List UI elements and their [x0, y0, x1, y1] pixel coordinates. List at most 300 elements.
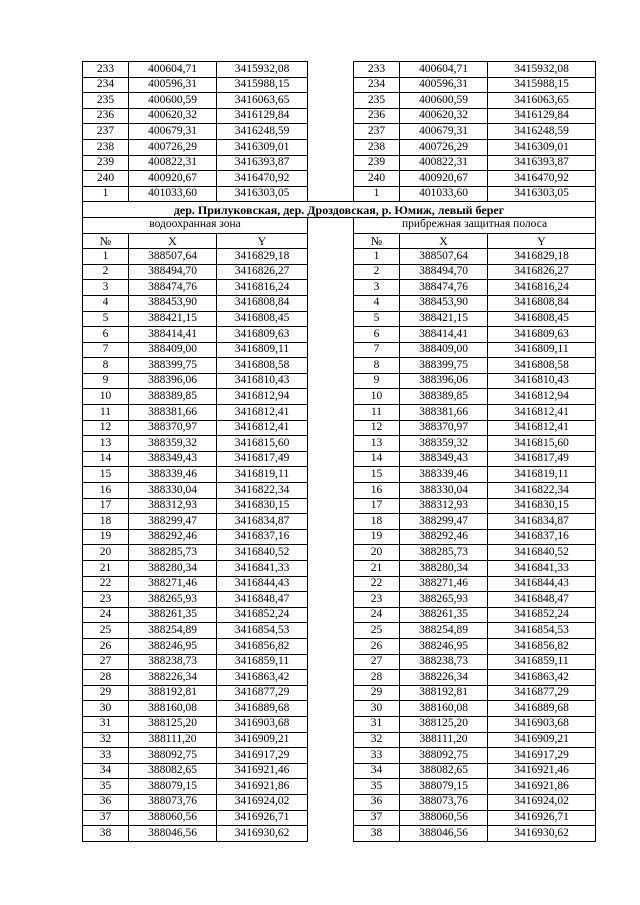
right-point-number: 17: [354, 498, 400, 514]
right-y-coordinate: 3416309,01: [488, 139, 596, 155]
gap-cell: [308, 592, 354, 608]
right-point-number: 21: [354, 561, 400, 577]
right-y-coordinate: 3416909,21: [488, 732, 596, 748]
right-x-coordinate: 388381,66: [400, 405, 488, 421]
right-x-coordinate: 388494,70: [400, 264, 488, 280]
right-y-coordinate: 3416809,11: [488, 342, 596, 358]
left-point-number: 24: [83, 607, 129, 623]
right-point-number: 26: [354, 638, 400, 654]
col-num-left: №: [83, 233, 129, 249]
table-row: [83, 139, 596, 155]
right-x-coordinate: 388474,76: [400, 280, 488, 296]
right-x-coordinate: 388238,73: [400, 654, 488, 670]
right-x-coordinate: 400596,31: [400, 77, 488, 93]
left-x-coordinate: 388060,56: [129, 810, 217, 826]
left-point-number: 240: [83, 171, 129, 187]
right-x-coordinate: 388160,08: [400, 701, 488, 717]
right-x-coordinate: 388246,95: [400, 638, 488, 654]
table-row: [83, 638, 596, 654]
right-x-coordinate: 388330,04: [400, 483, 488, 499]
right-point-number: 24: [354, 607, 400, 623]
right-point-number: 13: [354, 436, 400, 452]
left-point-number: 13: [83, 436, 129, 452]
left-point-number: 19: [83, 529, 129, 545]
left-y-coordinate: 3416063,65: [217, 93, 308, 109]
left-y-coordinate: 3416859,11: [217, 654, 308, 670]
table-row: [83, 327, 596, 343]
right-y-coordinate: 3415932,08: [488, 62, 596, 78]
zone-row: [83, 217, 596, 233]
right-point-number: 240: [354, 171, 400, 187]
left-x-coordinate: 388271,46: [129, 576, 217, 592]
left-point-number: 9: [83, 373, 129, 389]
right-y-coordinate: 3416863,42: [488, 670, 596, 686]
right-x-coordinate: 388060,56: [400, 810, 488, 826]
col-y-right: Y: [488, 233, 596, 249]
right-zone-label: прибрежная защитная полоса: [354, 217, 596, 233]
left-point-number: 234: [83, 77, 129, 93]
left-x-coordinate: 400604,71: [129, 62, 217, 78]
left-point-number: 7: [83, 342, 129, 358]
right-y-coordinate: 3416834,87: [488, 514, 596, 530]
right-y-coordinate: 3416829,18: [488, 249, 596, 265]
right-point-number: 239: [354, 155, 400, 171]
right-x-coordinate: 388299,47: [400, 514, 488, 530]
left-y-coordinate: 3415932,08: [217, 62, 308, 78]
right-point-number: 22: [354, 576, 400, 592]
left-y-coordinate: 3416815,60: [217, 436, 308, 452]
gap-cell: [308, 826, 354, 842]
right-x-coordinate: 388079,15: [400, 779, 488, 795]
right-x-coordinate: 400600,59: [400, 93, 488, 109]
right-x-coordinate: 388414,41: [400, 327, 488, 343]
gap-cell: [308, 186, 354, 202]
gap-cell: [308, 561, 354, 577]
table-row: [83, 732, 596, 748]
left-point-number: 31: [83, 716, 129, 732]
left-y-coordinate: 3416837,16: [217, 529, 308, 545]
left-x-coordinate: 388396,06: [129, 373, 217, 389]
right-y-coordinate: 3415988,15: [488, 77, 596, 93]
left-y-coordinate: 3416812,41: [217, 405, 308, 421]
right-y-coordinate: 3416817,49: [488, 451, 596, 467]
left-y-coordinate: 3416470,92: [217, 171, 308, 187]
left-x-coordinate: 388474,76: [129, 280, 217, 296]
left-y-coordinate: 3416909,21: [217, 732, 308, 748]
left-y-coordinate: 3416830,15: [217, 498, 308, 514]
gap-cell: [308, 233, 354, 249]
table-row: [83, 249, 596, 265]
gap-cell: [308, 373, 354, 389]
left-y-coordinate: 3416309,01: [217, 139, 308, 155]
left-y-coordinate: 3416810,43: [217, 373, 308, 389]
right-x-coordinate: 388261,35: [400, 607, 488, 623]
right-point-number: 1: [354, 249, 400, 265]
right-point-number: 15: [354, 467, 400, 483]
left-point-number: 22: [83, 576, 129, 592]
right-x-coordinate: 388453,90: [400, 295, 488, 311]
left-point-number: 12: [83, 420, 129, 436]
right-point-number: 30: [354, 701, 400, 717]
table-row: [83, 171, 596, 187]
left-y-coordinate: 3416808,58: [217, 358, 308, 374]
left-point-number: 238: [83, 139, 129, 155]
table-row: [83, 529, 596, 545]
left-x-coordinate: 388381,66: [129, 405, 217, 421]
right-y-coordinate: 3416812,94: [488, 389, 596, 405]
left-x-coordinate: 400600,59: [129, 93, 217, 109]
left-y-coordinate: 3416926,71: [217, 810, 308, 826]
right-point-number: 5: [354, 311, 400, 327]
left-point-number: 5: [83, 311, 129, 327]
right-point-number: 1: [354, 186, 400, 202]
right-point-number: 236: [354, 108, 400, 124]
left-x-coordinate: 388160,08: [129, 701, 217, 717]
right-y-coordinate: 3416826,27: [488, 264, 596, 280]
right-x-coordinate: 388292,46: [400, 529, 488, 545]
left-point-number: 26: [83, 638, 129, 654]
gap-cell: [308, 77, 354, 93]
table-row: [83, 77, 596, 93]
left-point-number: 33: [83, 748, 129, 764]
table-row: [83, 405, 596, 421]
left-x-coordinate: 388092,75: [129, 748, 217, 764]
right-x-coordinate: 401033,60: [400, 186, 488, 202]
table-row: [83, 124, 596, 140]
right-point-number: 7: [354, 342, 400, 358]
right-point-number: 28: [354, 670, 400, 686]
left-y-coordinate: 3415988,15: [217, 77, 308, 93]
right-point-number: 20: [354, 545, 400, 561]
table-row: [83, 186, 596, 202]
left-x-coordinate: 388409,00: [129, 342, 217, 358]
right-x-coordinate: 388349,43: [400, 451, 488, 467]
left-y-coordinate: 3416829,18: [217, 249, 308, 265]
table-row: [83, 779, 596, 795]
left-x-coordinate: 388453,90: [129, 295, 217, 311]
right-x-coordinate: 388111,20: [400, 732, 488, 748]
right-point-number: 18: [354, 514, 400, 530]
left-point-number: 15: [83, 467, 129, 483]
gap-cell: [308, 436, 354, 452]
left-x-coordinate: 388370,97: [129, 420, 217, 436]
right-x-coordinate: 388312,93: [400, 498, 488, 514]
left-y-coordinate: 3416129,84: [217, 108, 308, 124]
left-x-coordinate: 388079,15: [129, 779, 217, 795]
right-x-coordinate: 388082,65: [400, 763, 488, 779]
gap-cell: [308, 810, 354, 826]
right-x-coordinate: 400822,31: [400, 155, 488, 171]
left-x-coordinate: 388359,32: [129, 436, 217, 452]
left-y-coordinate: 3416921,86: [217, 779, 308, 795]
gap-cell: [308, 108, 354, 124]
left-x-coordinate: 388399,75: [129, 358, 217, 374]
gap-cell: [308, 670, 354, 686]
left-x-coordinate: 400679,31: [129, 124, 217, 140]
gap-cell: [308, 763, 354, 779]
left-y-coordinate: 3416921,46: [217, 763, 308, 779]
left-point-number: 233: [83, 62, 129, 78]
left-point-number: 32: [83, 732, 129, 748]
table-row: [83, 701, 596, 717]
table-row: [83, 810, 596, 826]
table-row: [83, 654, 596, 670]
left-x-coordinate: 388312,93: [129, 498, 217, 514]
table-row: [83, 420, 596, 436]
right-y-coordinate: 3416470,92: [488, 171, 596, 187]
right-point-number: 235: [354, 93, 400, 109]
left-x-coordinate: 388082,65: [129, 763, 217, 779]
gap-cell: [308, 794, 354, 810]
left-y-coordinate: 3416903,68: [217, 716, 308, 732]
left-y-coordinate: 3416917,29: [217, 748, 308, 764]
left-x-coordinate: 388414,41: [129, 327, 217, 343]
table-row: [83, 358, 596, 374]
gap-cell: [308, 779, 354, 795]
left-y-coordinate: 3416930,62: [217, 826, 308, 842]
left-y-coordinate: 3416854,53: [217, 623, 308, 639]
left-y-coordinate: 3416248,59: [217, 124, 308, 140]
right-point-number: 16: [354, 483, 400, 499]
right-x-coordinate: 388125,20: [400, 716, 488, 732]
gap-cell: [308, 607, 354, 623]
table-row: [83, 311, 596, 327]
right-x-coordinate: 388396,06: [400, 373, 488, 389]
left-x-coordinate: 388389,85: [129, 389, 217, 405]
gap-cell: [308, 467, 354, 483]
left-point-number: 10: [83, 389, 129, 405]
gap-cell: [308, 405, 354, 421]
right-point-number: 34: [354, 763, 400, 779]
col-y-left: Y: [217, 233, 308, 249]
section-header: [83, 202, 596, 249]
left-x-coordinate: 388285,73: [129, 545, 217, 561]
right-point-number: 10: [354, 389, 400, 405]
table-row: [83, 436, 596, 452]
left-y-coordinate: 3416812,41: [217, 420, 308, 436]
right-y-coordinate: 3416930,62: [488, 826, 596, 842]
right-point-number: 35: [354, 779, 400, 795]
right-point-number: 6: [354, 327, 400, 343]
right-point-number: 38: [354, 826, 400, 842]
right-y-coordinate: 3416856,82: [488, 638, 596, 654]
right-y-coordinate: 3416816,24: [488, 280, 596, 296]
left-point-number: 21: [83, 561, 129, 577]
table-row: [83, 794, 596, 810]
left-point-number: 8: [83, 358, 129, 374]
left-y-coordinate: 3416841,33: [217, 561, 308, 577]
right-y-coordinate: 3416837,16: [488, 529, 596, 545]
left-point-number: 4: [83, 295, 129, 311]
gap-cell: [308, 139, 354, 155]
gap-cell: [308, 358, 354, 374]
right-x-coordinate: 400620,32: [400, 108, 488, 124]
right-y-coordinate: 3416926,71: [488, 810, 596, 826]
right-x-coordinate: 388399,75: [400, 358, 488, 374]
right-point-number: 27: [354, 654, 400, 670]
gap-cell: [308, 732, 354, 748]
left-point-number: 35: [83, 779, 129, 795]
left-point-number: 1: [83, 186, 129, 202]
right-x-coordinate: 400726,29: [400, 139, 488, 155]
col-x-right: X: [400, 233, 488, 249]
right-y-coordinate: 3416924,02: [488, 794, 596, 810]
right-y-coordinate: 3416917,29: [488, 748, 596, 764]
table-row: [83, 280, 596, 296]
table-row: [83, 93, 596, 109]
left-x-coordinate: 388261,35: [129, 607, 217, 623]
gap-cell: [308, 93, 354, 109]
gap-cell: [308, 716, 354, 732]
left-x-coordinate: 388111,20: [129, 732, 217, 748]
right-point-number: 9: [354, 373, 400, 389]
left-x-coordinate: 388494,70: [129, 264, 217, 280]
right-x-coordinate: 388421,15: [400, 311, 488, 327]
right-point-number: 29: [354, 685, 400, 701]
left-x-coordinate: 388280,34: [129, 561, 217, 577]
left-x-coordinate: 400920,67: [129, 171, 217, 187]
left-point-number: 11: [83, 405, 129, 421]
right-x-coordinate: 400604,71: [400, 62, 488, 78]
table-row: [83, 498, 596, 514]
right-y-coordinate: 3416921,46: [488, 763, 596, 779]
left-point-number: 14: [83, 451, 129, 467]
gap-cell: [308, 327, 354, 343]
left-y-coordinate: 3416817,49: [217, 451, 308, 467]
table-row: [83, 342, 596, 358]
left-y-coordinate: 3416809,11: [217, 342, 308, 358]
right-x-coordinate: 388073,76: [400, 794, 488, 810]
left-zone-label: водоохранная зона: [83, 217, 308, 233]
left-point-number: 16: [83, 483, 129, 499]
left-point-number: 1: [83, 249, 129, 265]
right-point-number: 237: [354, 124, 400, 140]
table-row: [83, 576, 596, 592]
left-y-coordinate: 3416877,29: [217, 685, 308, 701]
gap-cell: [308, 155, 354, 171]
left-point-number: 239: [83, 155, 129, 171]
left-x-coordinate: 400822,31: [129, 155, 217, 171]
left-point-number: 3: [83, 280, 129, 296]
right-y-coordinate: 3416129,84: [488, 108, 596, 124]
right-point-number: 23: [354, 592, 400, 608]
left-y-coordinate: 3416822,34: [217, 483, 308, 499]
left-point-number: 18: [83, 514, 129, 530]
gap-cell: [308, 62, 354, 78]
right-y-coordinate: 3416248,59: [488, 124, 596, 140]
top-rows: [83, 62, 596, 202]
left-point-number: 34: [83, 763, 129, 779]
right-y-coordinate: 3416812,41: [488, 420, 596, 436]
gap-cell: [308, 498, 354, 514]
col-x-left: X: [129, 233, 217, 249]
col-num-right: №: [354, 233, 400, 249]
right-x-coordinate: 388339,46: [400, 467, 488, 483]
left-point-number: 28: [83, 670, 129, 686]
left-x-coordinate: 388349,43: [129, 451, 217, 467]
right-point-number: 31: [354, 716, 400, 732]
table-row: [83, 545, 596, 561]
table-row: [83, 155, 596, 171]
table-row: [83, 561, 596, 577]
gap-cell: [308, 638, 354, 654]
right-x-coordinate: 388409,00: [400, 342, 488, 358]
coordinate-rows: [83, 249, 596, 842]
table-row: [83, 716, 596, 732]
right-y-coordinate: 3416808,45: [488, 311, 596, 327]
right-y-coordinate: 3416921,86: [488, 779, 596, 795]
right-x-coordinate: 388226,34: [400, 670, 488, 686]
right-x-coordinate: 400920,67: [400, 171, 488, 187]
left-point-number: 37: [83, 810, 129, 826]
table-row: [83, 623, 596, 639]
gap-cell: [308, 342, 354, 358]
right-x-coordinate: 388254,89: [400, 623, 488, 639]
left-point-number: 237: [83, 124, 129, 140]
table-row: [83, 389, 596, 405]
left-x-coordinate: 388073,76: [129, 794, 217, 810]
gap-cell: [308, 171, 354, 187]
left-y-coordinate: 3416809,63: [217, 327, 308, 343]
left-x-coordinate: 388339,46: [129, 467, 217, 483]
gap-cell: [308, 576, 354, 592]
table-row: [83, 826, 596, 842]
gap-cell: [308, 249, 354, 265]
right-point-number: 37: [354, 810, 400, 826]
left-x-coordinate: 388254,89: [129, 623, 217, 639]
right-x-coordinate: 388280,34: [400, 561, 488, 577]
table-row: [83, 514, 596, 530]
right-y-coordinate: 3416812,41: [488, 405, 596, 421]
table-row: [83, 670, 596, 686]
left-x-coordinate: 388046,56: [129, 826, 217, 842]
right-y-coordinate: 3416815,60: [488, 436, 596, 452]
gap-cell: [308, 529, 354, 545]
left-y-coordinate: 3416808,45: [217, 311, 308, 327]
left-x-coordinate: 400620,32: [129, 108, 217, 124]
left-x-coordinate: 388299,47: [129, 514, 217, 530]
left-point-number: 29: [83, 685, 129, 701]
gap-cell: [308, 514, 354, 530]
left-point-number: 20: [83, 545, 129, 561]
table-row: [83, 592, 596, 608]
gap-cell: [308, 389, 354, 405]
left-point-number: 30: [83, 701, 129, 717]
right-point-number: 25: [354, 623, 400, 639]
gap-cell: [308, 685, 354, 701]
right-x-coordinate: 388285,73: [400, 545, 488, 561]
left-x-coordinate: 388238,73: [129, 654, 217, 670]
left-x-coordinate: 388265,93: [129, 592, 217, 608]
left-y-coordinate: 3416852,24: [217, 607, 308, 623]
right-x-coordinate: 388092,75: [400, 748, 488, 764]
right-point-number: 32: [354, 732, 400, 748]
right-y-coordinate: 3416830,15: [488, 498, 596, 514]
left-x-coordinate: 388421,15: [129, 311, 217, 327]
section-title: дер. Прилуковская, дер. Дроздовская, р. Юмиж, левый берег: [83, 202, 596, 218]
right-x-coordinate: 388271,46: [400, 576, 488, 592]
right-x-coordinate: 388389,85: [400, 389, 488, 405]
right-point-number: 238: [354, 139, 400, 155]
left-x-coordinate: 400726,29: [129, 139, 217, 155]
right-x-coordinate: 388046,56: [400, 826, 488, 842]
right-y-coordinate: 3416810,43: [488, 373, 596, 389]
left-point-number: 36: [83, 794, 129, 810]
left-x-coordinate: 388246,95: [129, 638, 217, 654]
right-y-coordinate: 3416852,24: [488, 607, 596, 623]
table-row: [83, 451, 596, 467]
gap-cell: [308, 280, 354, 296]
